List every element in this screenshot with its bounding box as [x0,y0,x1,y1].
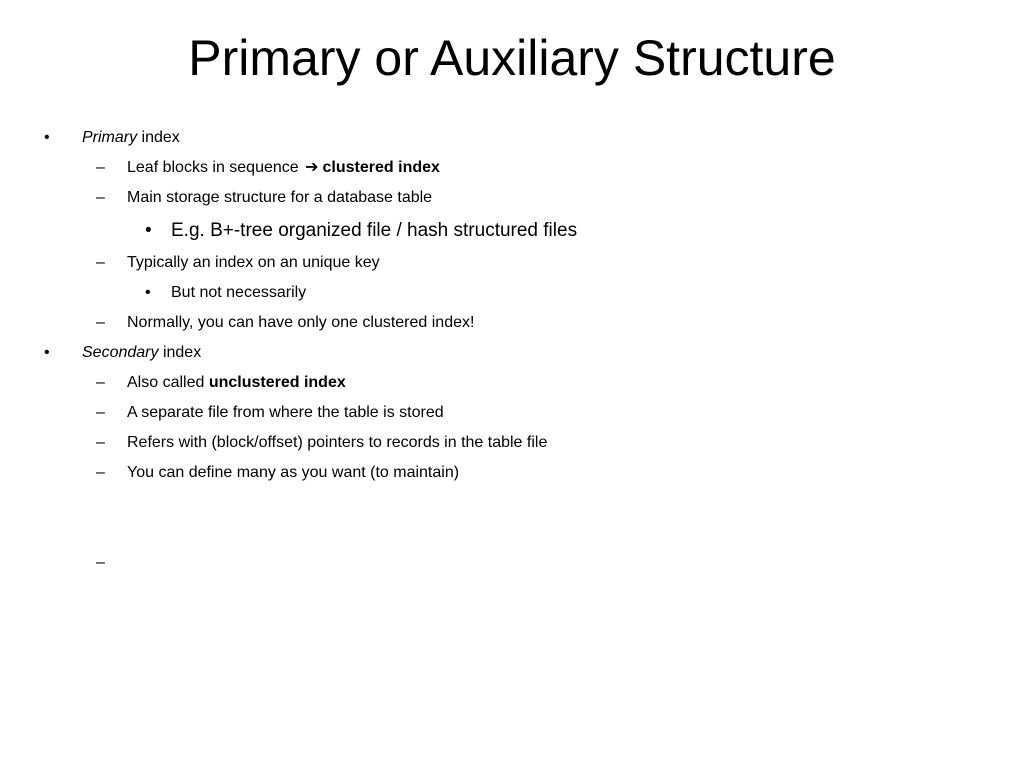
bullet-secondary-index [82,342,201,364]
bullet-marker: • [145,284,151,301]
item-also-called [127,372,346,394]
right-arrow-icon: ➔ [305,159,319,176]
item-define-many: You can define many as you want (to maintain) [127,464,460,481]
secondary-term: Secondary [82,344,159,361]
item-separate-file: A separate file from where the table is stored [127,404,444,421]
dash-marker: – [96,254,105,271]
item-example: E.g. B+-tree organized file / hash structured files [171,220,578,241]
primary-term: Primary [82,129,138,146]
clustered-index-emphasis: clustered index [322,159,440,176]
dash-marker: – [96,314,105,331]
bullet-primary-index [82,127,180,149]
dash-marker: – [96,374,105,391]
secondary-index-label: index [158,344,202,361]
primary-index-label: index [137,129,180,146]
leaf-blocks-text: Leaf blocks in sequence [127,159,299,176]
dash-marker: – [96,434,105,451]
dash-marker: – [96,159,105,176]
item-typically: Typically an index on an unique key [127,254,380,271]
dash-marker-empty: – [96,554,105,571]
unclustered-index-emphasis: unclustered index [208,374,346,391]
item-leaf-blocks [127,157,440,179]
bullet-marker: • [44,344,50,361]
dash-marker: – [96,404,105,421]
slide-title: Primary or Auxiliary Structure [188,30,836,86]
item-normally: Normally, you can have only one clustered index! [127,314,475,331]
item-main-storage: Main storage structure for a database table [127,189,433,206]
bullet-marker: • [44,129,50,146]
bullet-marker: • [145,220,152,241]
item-not-necessarily: But not necessarily [171,284,307,301]
item-refers: Refers with (block/offset) pointers to records in the table file [127,434,548,451]
also-called-text: Also called [127,374,209,391]
dash-marker: – [96,189,105,206]
dash-marker: – [96,464,105,481]
